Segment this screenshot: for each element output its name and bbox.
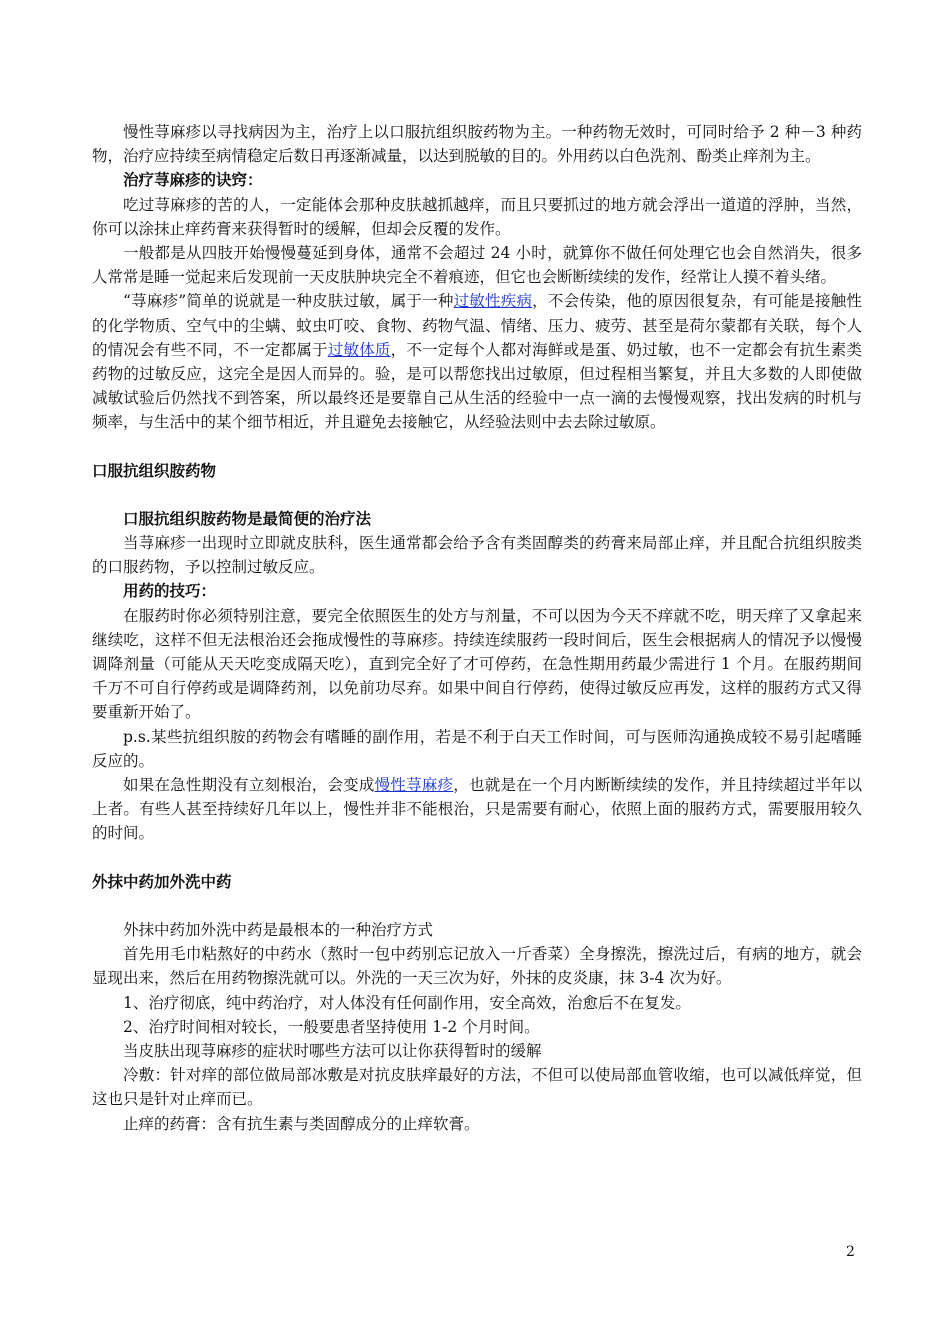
spacer (92, 894, 862, 918)
text-span: ，也就是在一个月内断断续续的发作，并且持续超过半年以上者。有些人甚至持续好几年以上，慢性并非不能根治，只是需要有耐心，依照上面的服药方式，需要服用较久的时间。 (92, 776, 862, 843)
paragraph: p.s.某些抗组织胺的药物会有嗜睡的副作用，若是不利于白天工作时间，可与医师沟通换成较不易引起嗜睡反应的。 (92, 727, 862, 770)
document-page (92, 120, 862, 1136)
paragraph: 一般都是从四肢开始慢慢蔓延到身体，通常不会超过 24 小时，就算你不做任何处理它也会自然消失，很多人常常是睡一觉起来后发现前一天皮肤肿块完全不着痕迹，但它也会断断续续的发作，经常让人摸不着头绪。 (92, 244, 862, 287)
chronic-urticaria-link[interactable]: 慢性荨麻疹 (374, 776, 454, 795)
spacer (92, 483, 862, 507)
paragraph: 当荨麻疹一出现时立即就皮肤科，医生通常都会给予含有类固醇类的药膏来局部止痒，并且配合抗组织胺类的口服药物，予以控制过敏反应。 (92, 534, 862, 577)
paragraph: 吃过荨麻疹的苦的人，一定能体会那种皮肤越抓越痒，而且只要抓过的地方就会浮出一道道的浮肿，当然，你可以涂抹止痒药膏来获得暂时的缓解，但却会反覆的发作。 (92, 195, 862, 238)
paragraph: 当皮肤出现荨麻疹的症状时哪些方法可以让你获得暂时的缓解 (123, 1041, 542, 1060)
paragraph-with-link (92, 773, 862, 846)
paragraph-with-links (92, 289, 862, 434)
paragraph: 在服药时你必须特别注意，要完全依照医生的处方与剂量，不可以因为今天不痒就不吃，明天痒了又拿起来继续吃，这样不但无法根治还会拖成慢性的荨麻疹。持续连续服药一段时间后，医生会根据病人的情况予以慢慢调降剂量（可能从天天吃变成隔天吃），直到完全好了才可停药，在急性期用药最少需进行 1 个月。在服药期间千万不可自行停药或是调降药剂，以免前功尽弃。如果中间自行停药，使得过敏反应再发，这样的服药方式又得要重新开始了。 (92, 606, 862, 722)
allergic-constitution-link[interactable]: 过敏体质 (327, 340, 391, 359)
list-item: 2、治疗时间相对较长，一般要患者坚持使用 1-2 个月时间。 (123, 1017, 540, 1036)
text-span: ，不一定每个人都对海鲜或是蛋、奶过敏，也不一定都会有抗生素类药物的过敏反应，这完全是因人而异的。验，是可以帮您找出过敏原，但过程相当繁复，并且大多数的人即使做减敏试验后仍然找不到答案，所以最终还是要靠自己从生活的经验中一点一滴的去慢慢观察，找出发病的时机与频率，与生活中的某个细节相近，并且避免去接触它，从经验法则中去去除过敏原。 (92, 340, 862, 432)
paragraph: 慢性荨麻疹以寻找病因为主，治疗上以口服抗组织胺药物为主。一种药物无效时，可同时给予 2 种－3 种药物，治疗应持续至病情稳定后数日再逐渐减量，以达到脱敏的目的。外用药以白色洗剂、酚类止痒剂为主。 (92, 123, 862, 166)
tips-heading: 治疗荨麻疹的诀窍： (123, 170, 263, 190)
paragraph: 止痒的药膏：含有抗生素与类固醇成分的止痒软膏。 (123, 1114, 480, 1133)
section-subtitle: 口服抗组织胺药物是最简便的治疗法 (123, 508, 372, 528)
paragraph: 冷敷：针对痒的部位做局部冰敷是对抗皮肤痒最好的方法，不但可以使局部血管收缩，也可以减低痒觉，但这也只是针对止痒而已。 (92, 1066, 862, 1109)
allergic-disease-link[interactable]: 过敏性疾病 (453, 292, 533, 311)
section-title: 外抹中药加外洗中药 (92, 871, 232, 891)
text-span: “荨麻疹”简单的说就是一种皮肤过敏，属于一种 (123, 292, 454, 311)
text-span: ，不会传染，他的原因很复杂，有可能是接触性的化学物质、空气中的尘螨、蚊虫叮咬、食物、药物气温、情绪、压力、疲劳、甚至是荷尔蒙都有关联，每个人的情况会有些不同，不一定都属于 (92, 292, 862, 359)
text-span: 如果在急性期没有立刻根治，会变成 (123, 776, 375, 795)
page-number: 2 (846, 1244, 855, 1260)
list-item: 1、治疗彻底，纯中药治疗，对人体没有任何副作用，安全高效，治愈后不在复发。 (123, 993, 691, 1012)
spacer (92, 435, 862, 459)
usage-heading: 用药的技巧： (123, 581, 217, 601)
paragraph: 首先用毛巾粘熬好的中药水（熬时一包中药别忘记放入一斤香菜）全身擦洗，擦洗过后，有病的地方，就会显现出来，然后在用药物擦洗就可以。外洗的一天三次为好，外抹的皮炎康，抹 3-4 次为好。 (92, 945, 862, 988)
section-title: 口服抗组织胺药物 (92, 460, 217, 480)
spacer (92, 846, 862, 870)
paragraph: 外抹中药加外洗中药是最根本的一种治疗方式 (123, 920, 434, 939)
